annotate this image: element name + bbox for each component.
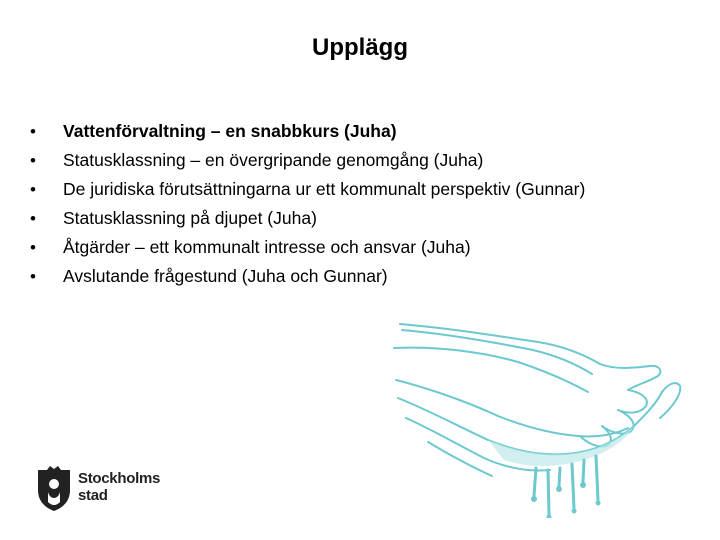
slide-title: Upplägg bbox=[312, 34, 408, 61]
bullet-marker: • bbox=[30, 267, 36, 286]
cupped-hands-water-icon bbox=[388, 318, 688, 518]
bullet-text: De juridiska förutsättningarna ur ett kommunalt perspektiv (Gunnar) bbox=[63, 179, 586, 199]
list-item bbox=[30, 117, 710, 146]
list-item bbox=[30, 233, 710, 262]
bullet-text: Avslutande frågestund (Juha och Gunnar) bbox=[63, 266, 388, 286]
bullet-text: Vattenförvaltning – en snabbkurs (Juha) bbox=[63, 121, 397, 141]
logo-line-1: Stockholms bbox=[78, 470, 161, 487]
list-item bbox=[30, 175, 710, 204]
list-item bbox=[30, 204, 710, 233]
stockholms-stad-logo bbox=[36, 466, 176, 514]
bullet-marker: • bbox=[30, 238, 36, 257]
bullet-marker: • bbox=[30, 151, 36, 170]
stockholm-crest-icon bbox=[36, 466, 72, 512]
bullet-marker: • bbox=[30, 122, 36, 141]
bullet-text: Statusklassning – en övergripande genomgång (Juha) bbox=[63, 150, 484, 170]
bullet-marker: • bbox=[30, 180, 36, 199]
bullet-list bbox=[30, 117, 710, 291]
logo-line-2: stad bbox=[78, 487, 108, 504]
list-item bbox=[30, 262, 710, 291]
bullet-marker: • bbox=[30, 209, 36, 228]
bullet-text: Statusklassning på djupet (Juha) bbox=[63, 208, 317, 228]
bullet-text: Åtgärder – ett kommunalt intresse och ansvar (Juha) bbox=[63, 237, 471, 257]
logo-wordmark bbox=[78, 470, 160, 504]
list-item bbox=[30, 146, 710, 175]
